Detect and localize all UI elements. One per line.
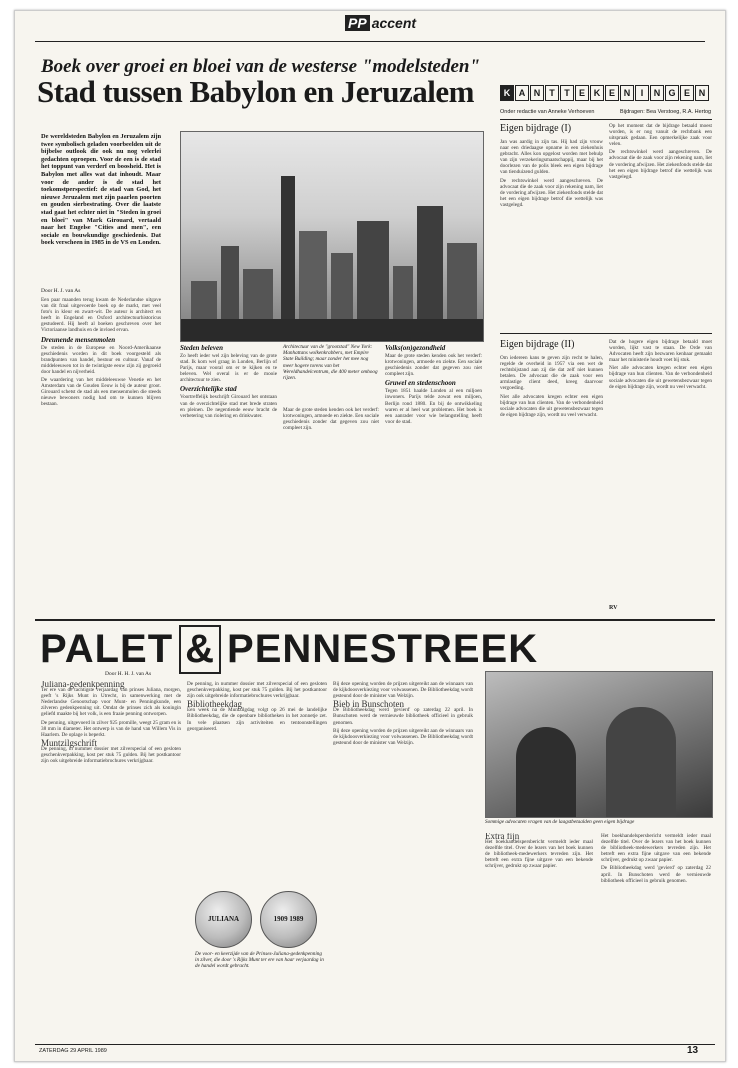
article-subhead: Volks(on)gezondheid [385,344,446,352]
palet-ampersand: & [179,625,221,674]
coin-back-image: 1909 1989 [260,891,317,948]
palet-title-left: PALET [40,627,174,671]
palet-paragraph: Bij deze opening worden de prijzen uitgereikt aan de winnaars van de kijkdoosverkiezing voor volwassenen. De Bibliotheekdag wordt gesteund door de minister van Welzijn. [333,727,473,746]
kanttekeningen-paragraph: Op het moment dat de bijdrage betaald moest worden, is er nog vanuit de rechtbank een uitspraak gedaan. Een opmerkelijke zaak voor velen. [609,123,712,148]
kanttekeningen-banner-letter: N [530,85,544,101]
kanttekeningen-column-4 [609,339,712,605]
kanttekeningen-banner [500,83,712,105]
kanttekeningen-banner-letter: K [500,85,514,101]
palet-column-2 [187,681,327,881]
kanttekeningen-paragraph: Niet alle advocaten kregen echter een eigen bijdrage van hun clienten. Van de verbondenheid sociale advocaten die uit gewetensbezwaar tegen de eigen bijdrage zijn, wordt nu veel verwacht. [609,365,712,390]
kanttekeningen-banner-letter: N [620,85,634,101]
kanttekeningen-banner-letter: E [605,85,619,101]
palet-title-right: PENNESTREEK [227,627,539,671]
kanttekeningen-signature: RV [609,605,618,611]
kanttekeningen-banner-letter: G [665,85,679,101]
kanttekeningen-banner-letter: E [575,85,589,101]
article-paragraph: Een paar maanden terug kwam de Nederlandse uitgave van dit fraai uitgevoerde boek op de markt, met veel foto's in kleur en zwart-wit. De auteur is architect en heeft in Engeland en Oxford architectuurhistoricus gestudeerd. Hij heeft al boeken geschreven over het Victoriaanse landhuis en de invloed ervan. [41,297,161,334]
kanttekeningen-divider [500,333,712,334]
palet-paragraph: De penning, uitgevoerd in zilver 925 promille, weegt 25 gram en is 38 mm in diameter. Het ontwerp is van de hand van Willem Vis in Haarlem. De oplage is beperkt. [41,719,181,738]
kanttekeningen-banner-letter: I [635,85,649,101]
palet-paragraph: De penning, in nummer dossier met zilverspecial of een gesloten geschenkverpakking, kost per stuk 75 gulden. Bij het postkantoor zijn ook uitgebreide informatiebrochures verkrijgbaar. [41,745,181,765]
palet-heading: Muntzilgschrift [41,737,97,748]
page-number: 13 [687,1045,699,1056]
palet-paragraph: Het boekhandelspersbericht vermeldt ieder maal dezelfde titel. Over de lezers van het boek kunnen de bibliotheek-medewerkers tevreden zijn. Het betreft een extra fijne uitgave van een bekende schrijver, gedrukt op zwaar papier. [485,839,593,870]
kanttekeningen-banner-letter: E [680,85,694,101]
palet-paragraph: De Bibliotheekdag werd 'gevierd' op zaterdag 22 april. In Bunschoten werd de vernieuwde bibliotheek officieel in gebruik genomen. [333,707,473,726]
article-paragraph: Maar de grote steden kenden ook het verderf: krotwoningen, armoede en ziekte. Een sociale geschiedenis zonder dat gegeven zou niet compleet zijn. [385,353,482,378]
palet-heading: Bieb in Bunschoten [333,699,404,710]
article-subhead: Gruwel en stedenschoon [385,379,456,388]
section-masthead [345,15,416,31]
article-column-4 [385,344,482,613]
palet-paragraph: Het boekhandelspersbericht vermeldt ieder maal dezelfde titel. Over de lezers van het boek kunnen de bibliotheek-medewerkers tevreden zijn. Het betreft een extra fijne uitgave van een bekende schrijver, gedrukt op zwaar papier. [601,833,711,864]
article-paragraph: Maar de grote steden kenden ook het verderf: krotwoningen, armoede en ziekte. Een sociale geschiedenis zonder dat gegeven zou niet compleet zijn. [283,407,379,432]
kanttekeningen-banner-letter: T [560,85,574,101]
section-divider [35,619,715,621]
kanttekeningen-banner-letter: N [695,85,709,101]
photo-caption: Architectuur van de "grootstad" New York: Manhattans wolkenkrabbers, met Empire State Building; maar zonder het mee nog meer hogere torens van het Wereldhandelcentrum, die 400 meter omhoog rijzen. [283,344,378,382]
footer-date: ZATERDAG 29 APRIL 1989 [39,1048,107,1054]
kanttekeningen-column-1 [500,139,603,329]
article-paragraph: Voortreffelijk beschrijft Girouard het ontstaan van de overzichtelijke stad met brede straten en pleinen. De negentiende eeuw bracht de verbetering van riolering en drinkwater. [180,394,277,419]
palet-paragraph: De Bibliotheekdag werd 'gevierd' op zaterdag 22 april. In Bunschoten werd de vernieuwde bibliotheek officieel in gebruik genomen. [601,865,711,884]
advocaten-photo-caption: Sommige advocaten vragen van de laagstbetaalden geen eigen bijdrage [485,819,635,825]
article-paragraph: De waardering van het middeleeuwse Venetie en het Amsterdam van de Gouden Eeuw is bij de auteur groot. Girouard schetst de stad als een mensenmolen die steeds nieuwe bewoners nodig had om te kunnen blijven bestaan. [41,377,161,408]
palet-heading: Bibliotheekdag [187,699,242,710]
palet-column-3 [333,681,473,1041]
article-kicker: Boek over groei en bloei van de westerse "modelsteden" [41,56,481,77]
article-lead: De wereldsteden Babylon en Jeruzalem zijn twee symbolisch geladen voorbeelden uit de bijbelse outlook die ook nu nog velerlei gedachten oproepen. Voor de een is de stad het toppunt van verderf en boosheid. Het is Babylon met alles wat dat inhoudt. Maar voor de ander is de stad het toekomstperspectief: de stad van God, het nieuwe Jeruzalem met zijn paarlen poorten en gouden sierbestrating. Over die laatste stad gaat het echter niet in "Steden in groei en bloei" van Mark Girouard, vertaald naar het Engelse "Cities and men", een sociale en bouwkundige geschiedenis. Dat boek verscheen in 1985 in de VS en Londen. [41,133,161,247]
palet-paragraph: Een week na de Muntzilgdag volgt op 26 mei de landelijke Bibliotheekdag, die de openbare bibliotheken in het zonnetje zet. In vele plaatsen zijn activiteiten en tentoonstellingen georganiseerd. [187,707,327,732]
palet-paragraph: Bij deze opening worden de prijzen uitgereikt aan de winnaars van de kijkdoosverkiezing voor volwassenen. De Bibliotheekdag wordt gesteund door de minister van Welzijn. [333,681,473,700]
newspaper-page [14,10,726,1062]
article-column-2 [180,344,277,613]
article-paragraph: De steden in de Europese en Noord-Amerikaanse geschiedenis worden in dit boek voorgesteld als brandpunten van handel, bestuur en cultuur. Vanaf de middeleeuwen tot in de twintigste eeuw zijn zij gegroeid door handel en nijverheid. [41,344,161,375]
kanttekeningen-banner-letter: T [545,85,559,101]
palet-paragraph: De penning, in nummer dossier met zilverspecial of een gesloten geschenkverpakking, kost per stuk 75 gulden. Bij het postkantoor zijn ook uitgebreide informatiebrochures verkrijgbaar. [187,681,327,700]
kanttekeningen-column-2 [609,123,712,329]
article-subhead: Overzichtelijke stad [180,385,237,394]
kanttekeningen-contributors: Bijdragen: Bea Verstoeg, R.A. Hertog [620,109,712,115]
kanttekeningen-paragraph: Dat de hogere eigen bijdrage betaald moet worden, lijkt vast te staan. De Orde van Advocaten heeft zijn bezwaren kenbaar gemaakt maar het ministerie houdt voet bij stuk. [609,339,712,364]
masthead-label: accent [371,15,417,31]
footer-rule [35,1044,715,1045]
kanttekeningen-heading-1: Eigen bijdrage (I) [500,123,572,134]
kanttekeningen-heading-2: Eigen bijdrage (II) [500,339,575,350]
kanttekeningen-paragraph: De rechtswinkel werd aangeschreven. De advocaat die de zaak voor zijn rekening nam, liet de vordering afwijzen. Het ziekenfonds stelde dat het een eigen bijdrage betrof die wettelijk was vastgelegd. [609,149,712,180]
kanttekeningen-column-3 [500,355,603,613]
palet-byline: Door H. H. J. van As [105,671,152,677]
article-paragraph: Zo heeft ieder wel zijn beleving van de grote stad. Ik kom wel graag in Londen, Berlijn of Parijs, maar vooral om er te kijken en te beleven. Wel overal is er de mooie architectuur te zien. [180,353,277,384]
kanttekeningen-banner-letter: N [650,85,664,101]
palet-heading: Extra fijn [485,833,520,841]
masthead-logo: PP [345,15,370,31]
palet-column-1 [41,681,181,1041]
article-paragraph: Tegen 1851 haalde Londen al een miljoen inwoners. Parijs telde zowat een miljoen, Berlijn rond 1880. En bij de ontwikkeling waren er al heel wat problemen. Het boek is een aanrader voor wie belangstelling heeft voor de stad. [385,388,482,425]
top-rule [35,41,705,42]
kanttekeningen-banner-letter: K [590,85,604,101]
article-column-3 [283,407,379,613]
article-subhead: Dreunende mensenmolen [41,335,116,344]
article-byline: Door H. J. van As [41,288,81,294]
advocaten-photo [485,671,713,818]
kanttekeningen-paragraph: Jan was aardig in zijn tas. Hij had zijn vrouw naar een driedaagse opname in een ziekenhuis gebracht. Alles kon opgelost worden met behulp van zijn verzekeringsmaatschappij, maar bij het doorlezen van de polis bleek een eigen bijdrage van tienduizend gulden. [500,139,603,176]
article-subhead: Steden beleven [180,344,223,352]
kanttekeningen-editor: Onder redactie van Anneke Verhoeven [500,109,595,115]
article-column-1 [41,297,161,613]
coin-caption: De voor- en keerzijde van de Prinses-Juliana-gedenkpenning in zilver, die door 's Rijks Munt ter ere van haar verjaardag in de handel wordt gebracht. [195,951,324,970]
kanttekeningen-banner-letter: A [515,85,529,101]
palet-column-5 [601,833,711,1041]
palet-heading: Juliana-gedenkpenning [41,681,125,689]
kanttekeningen-rule [500,119,712,120]
article-headline: Stad tussen Babylon en Jeruzalem [37,74,474,109]
kanttekeningen-paragraph: De rechtswinkel werd aangeschreven. De advocaat die de zaak voor zijn rekening nam, liet de vordering afwijzen. Het ziekenfonds stelde dat het een eigen bijdrage betrof die wettelijk was vastgelegd. [500,177,603,208]
kanttekeningen-paragraph: Niet alle advocaten kregen echter een eigen bijdrage van hun clienten. Van de verbondenheid sociale advocaten die uit gewetensbezwaar tegen de eigen bijdrage zijn, wordt nu veel verwacht. [500,393,603,418]
kanttekeningen-paragraph: Om iedereen kans te geven zijn recht te halen, regelde de overheid in 1957 via een wet de rechtsbijstand aan zij die dat zelf niet kunnen betalen. De advocaat die de zaak voor een armlastige client deed, kreeg daarvoor vergoeding. [500,355,603,392]
manhattan-skyline-photo [180,131,484,342]
coin-front-image: JULIANA [195,891,252,948]
palet-column-4 [485,833,593,1041]
palet-paragraph: Ter ere van de tachtigste verjaardag van prinses Juliana, morgen, geeft 's Rijks Munt in Utrecht, in samenwerking met de Nederlandse Genootschap voor Munt- en Penningkunde, een zilveren gedenkpenning uit. Omdat de prinses zich als koningin geliefd maakte bij het volk, is een fraaie penning ontworpen. [41,687,181,718]
palet-banner [40,625,690,671]
